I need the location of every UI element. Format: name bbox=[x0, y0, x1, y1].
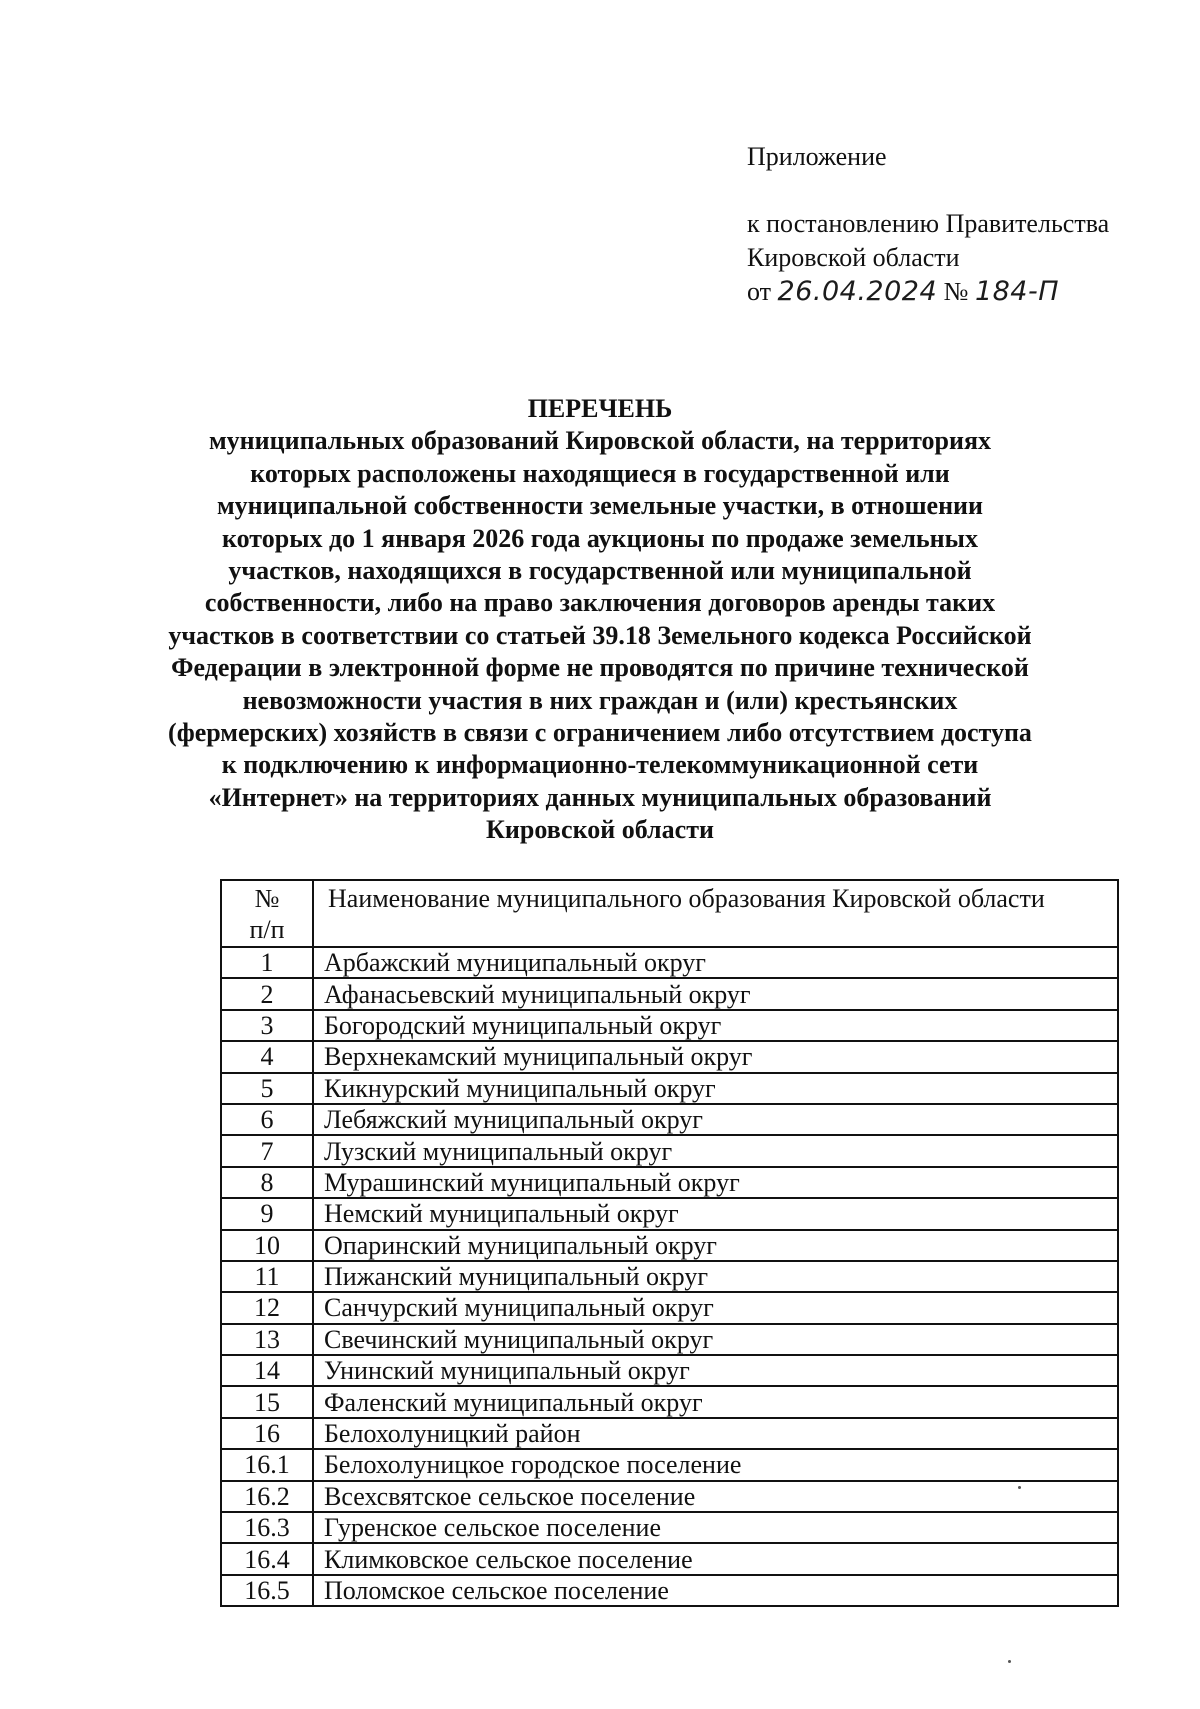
row-number: 14 bbox=[221, 1355, 313, 1386]
row-number: 9 bbox=[221, 1198, 313, 1229]
row-name: Верхнекамский муниципальный округ bbox=[313, 1041, 1118, 1072]
scan-speck bbox=[1008, 1660, 1011, 1663]
document-title bbox=[150, 393, 1050, 847]
table-row bbox=[221, 1041, 1118, 1072]
table-row bbox=[221, 1261, 1118, 1292]
row-name: Белохолуницкий район bbox=[313, 1418, 1118, 1449]
table-row bbox=[221, 1324, 1118, 1355]
title-line: к подключению к информационно-телекоммуникационной сети bbox=[221, 750, 979, 780]
title-line: Кировской области bbox=[486, 815, 714, 845]
handwritten-date: 26.04.2024 bbox=[777, 276, 938, 307]
row-name: Свечинский муниципальный округ bbox=[313, 1324, 1118, 1355]
row-number: 3 bbox=[221, 1010, 313, 1041]
row-number: 12 bbox=[221, 1292, 313, 1323]
table-row bbox=[221, 1575, 1118, 1606]
table-row bbox=[221, 1104, 1118, 1135]
title-line: участков, находящихся в государственной или муниципальной bbox=[228, 556, 972, 586]
table-row bbox=[221, 1198, 1118, 1229]
table-row bbox=[221, 1230, 1118, 1261]
row-number: 16 bbox=[221, 1418, 313, 1449]
row-number: 6 bbox=[221, 1104, 313, 1135]
row-name: Опаринский муниципальный округ bbox=[313, 1230, 1118, 1261]
title-description bbox=[150, 425, 1050, 846]
row-name: Немский муниципальный округ bbox=[313, 1198, 1118, 1229]
handwritten-number: 184-П bbox=[974, 276, 1060, 307]
title-line: которых до 1 января 2026 года аукционы по продаже земельных bbox=[222, 523, 978, 553]
row-name: Афанасьевский муниципальный округ bbox=[313, 978, 1118, 1009]
title-line: муниципальных образований Кировской области, на территориях bbox=[208, 426, 992, 456]
table-row bbox=[221, 1292, 1118, 1323]
number-prefix: № bbox=[943, 277, 969, 306]
row-number: 15 bbox=[221, 1386, 313, 1417]
header-name: Наименование муниципального образования Кировской области bbox=[313, 880, 1118, 947]
appendix-line-2: Кировской области bbox=[747, 243, 960, 272]
row-number: 16.2 bbox=[221, 1481, 313, 1512]
header-number: № п/п bbox=[221, 880, 313, 947]
title-line: (фермерских) хозяйств в связи с ограничением либо отсутствием доступа bbox=[168, 718, 1032, 748]
row-number: 16.4 bbox=[221, 1543, 313, 1574]
table-row bbox=[221, 978, 1118, 1009]
table-row bbox=[221, 1449, 1118, 1480]
row-name: Всехсвятское сельское поселение bbox=[313, 1481, 1118, 1512]
title-line: собственности, либо на право заключения договоров аренды таких bbox=[204, 588, 996, 618]
row-name: Мурашинский муниципальный округ bbox=[313, 1167, 1118, 1198]
row-number: 2 bbox=[221, 978, 313, 1009]
title-line: невозможности участия в них граждан и (или) крестьянских bbox=[242, 685, 958, 715]
row-number: 13 bbox=[221, 1324, 313, 1355]
row-number: 16.5 bbox=[221, 1575, 313, 1606]
row-number: 5 bbox=[221, 1073, 313, 1104]
scan-speck bbox=[1018, 1486, 1021, 1489]
row-number: 7 bbox=[221, 1135, 313, 1166]
title-line: муниципальной собственности земельные участки, в отношении bbox=[216, 491, 984, 521]
title-heading: ПЕРЕЧЕНЬ bbox=[527, 394, 673, 423]
table-row bbox=[221, 1135, 1118, 1166]
row-name: Фаленский муниципальный округ bbox=[313, 1386, 1118, 1417]
table-row bbox=[221, 1512, 1118, 1543]
table-row bbox=[221, 1073, 1118, 1104]
table-row bbox=[221, 1167, 1118, 1198]
row-number: 11 bbox=[221, 1261, 313, 1292]
row-number: 8 bbox=[221, 1167, 313, 1198]
row-name: Гуренское сельское поселение bbox=[313, 1512, 1118, 1543]
row-number: 10 bbox=[221, 1230, 313, 1261]
table-row bbox=[221, 1481, 1118, 1512]
appendix-block bbox=[747, 140, 1109, 309]
row-number: 16.1 bbox=[221, 1449, 313, 1480]
title-line: участков в соответствии со статьей 39.18 Земельного кодекса Российской bbox=[168, 620, 1032, 650]
row-name: Пижанский муниципальный округ bbox=[313, 1261, 1118, 1292]
row-name: Богородский муниципальный округ bbox=[313, 1010, 1118, 1041]
row-number: 16.3 bbox=[221, 1512, 313, 1543]
title-line: которых расположены находящиеся в государственной или bbox=[250, 458, 950, 488]
municipalities-table bbox=[220, 879, 1119, 1607]
row-name: Лебяжский муниципальный округ bbox=[313, 1104, 1118, 1135]
row-name: Белохолуницкое городское поселение bbox=[313, 1449, 1118, 1480]
row-name: Кикнурский муниципальный округ bbox=[313, 1073, 1118, 1104]
title-line: «Интернет» на территориях данных муниципальных образований bbox=[208, 782, 992, 812]
row-name: Унинский муниципальный округ bbox=[313, 1355, 1118, 1386]
table-row bbox=[221, 1543, 1118, 1574]
row-name: Лузский муниципальный округ bbox=[313, 1135, 1118, 1166]
date-prefix: от bbox=[747, 277, 772, 306]
row-name: Арбажский муниципальный округ bbox=[313, 947, 1118, 978]
table-row bbox=[221, 1010, 1118, 1041]
row-name: Санчурский муниципальный округ bbox=[313, 1292, 1118, 1323]
table-row bbox=[221, 1355, 1118, 1386]
table-row bbox=[221, 1386, 1118, 1417]
row-name: Поломское сельское поселение bbox=[313, 1575, 1118, 1606]
row-name: Климковское сельское поселение bbox=[313, 1543, 1118, 1574]
appendix-date-line bbox=[747, 275, 1109, 309]
row-number: 1 bbox=[221, 947, 313, 978]
table-header-row bbox=[221, 880, 1118, 947]
row-number: 4 bbox=[221, 1041, 313, 1072]
appendix-line-1: к постановлению Правительства bbox=[747, 209, 1110, 238]
title-line: Федерации в электронной форме не проводятся по причине технической bbox=[171, 653, 1029, 683]
appendix-label: Приложение bbox=[747, 142, 887, 171]
table-row bbox=[221, 1418, 1118, 1449]
table-row bbox=[221, 947, 1118, 978]
